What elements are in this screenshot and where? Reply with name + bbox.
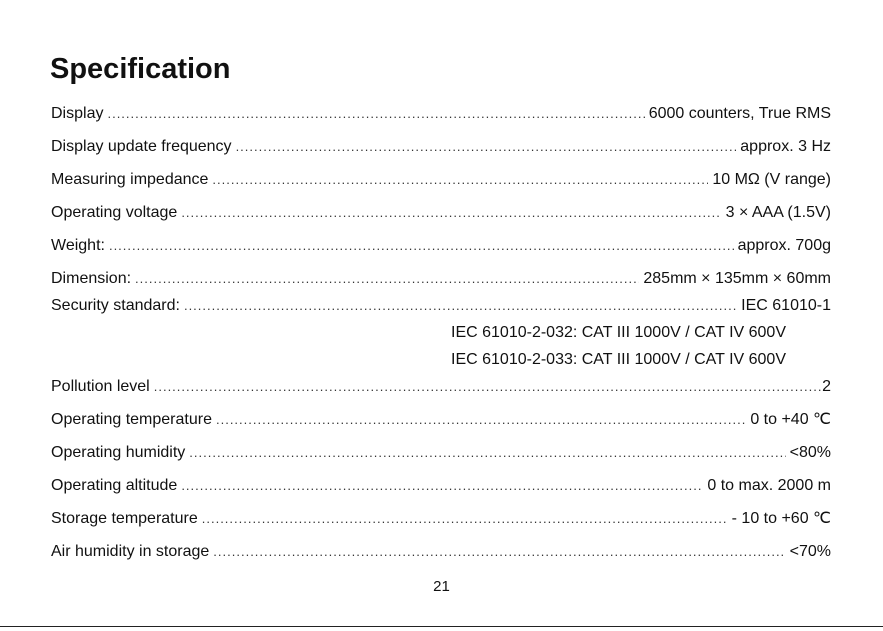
leader-dots — [109, 240, 734, 252]
leader-dots — [216, 414, 746, 426]
spec-row-dimension — [51, 268, 831, 290]
bottom-divider — [0, 626, 883, 627]
spec-label: Measuring impedance — [51, 171, 209, 188]
spec-row-operating-humidity — [51, 442, 831, 464]
spec-label: Air humidity in storage — [51, 543, 210, 560]
leader-dots — [213, 546, 785, 558]
spec-label: Security standard: — [51, 297, 180, 314]
page-title: Specification — [50, 53, 231, 85]
spec-value: <80% — [789, 444, 831, 461]
spec-value: approx. 700g — [737, 237, 831, 254]
spec-value: 2 — [822, 378, 831, 395]
leader-dots — [189, 447, 785, 459]
spec-row-operating-voltage — [51, 202, 831, 224]
leader-dots — [181, 480, 703, 492]
spec-label: Weight: — [51, 237, 105, 254]
leader-dots — [154, 381, 822, 393]
spec-row-operating-temperature — [51, 409, 831, 431]
spec-row-operating-altitude — [51, 475, 831, 497]
leader-dots — [236, 141, 737, 153]
spec-value: 0 to max. 2000 m — [707, 477, 831, 494]
page-number: 21 — [433, 578, 450, 595]
spec-row-display-update-frequency — [51, 136, 831, 158]
spec-value: 6000 counters, True RMS — [648, 105, 831, 122]
spec-label: Operating temperature — [51, 411, 212, 428]
spec-label: Display update frequency — [51, 138, 232, 155]
security-standard-extra-line: IEC 61010-2-033: CAT III 1000V / CAT IV 600V — [451, 351, 786, 368]
spec-row-measuring-impedance — [51, 169, 831, 191]
spec-row-weight — [51, 235, 831, 257]
spec-label: Operating humidity — [51, 444, 186, 461]
leader-dots — [212, 174, 708, 186]
spec-value: 10 MΩ (V range) — [712, 171, 831, 188]
spec-row-air-humidity-in-storage — [51, 541, 831, 563]
spec-label: Display — [51, 105, 104, 122]
spec-label: Dimension: — [51, 270, 132, 287]
spec-label: Storage temperature — [51, 510, 198, 527]
spec-row-security-standard — [51, 295, 831, 317]
spec-label: Pollution level — [51, 378, 150, 395]
spec-value: approx. 3 Hz — [740, 138, 831, 155]
spec-value: <70% — [789, 543, 831, 560]
security-standard-extra-line: IEC 61010-2-032: CAT III 1000V / CAT IV 600V — [451, 324, 786, 341]
leader-dots — [135, 273, 639, 285]
spec-row-display — [51, 103, 831, 125]
spec-label: Operating altitude — [51, 477, 178, 494]
spec-row-pollution-level — [51, 376, 831, 398]
spec-value: 285mm × 135mm × 60mm — [643, 270, 831, 287]
spec-label: Operating voltage — [51, 204, 178, 221]
leader-dots — [202, 513, 728, 525]
leader-dots — [184, 300, 737, 312]
leader-dots — [181, 207, 721, 219]
spec-value: 0 to +40 ℃ — [750, 411, 831, 428]
leader-dots — [107, 108, 644, 120]
spec-row-storage-temperature — [51, 508, 831, 530]
spec-value: IEC 61010-1 — [741, 297, 831, 314]
spec-value: - 10 to +60 ℃ — [731, 510, 831, 527]
spec-value: 3 × AAA (1.5V) — [725, 204, 831, 221]
